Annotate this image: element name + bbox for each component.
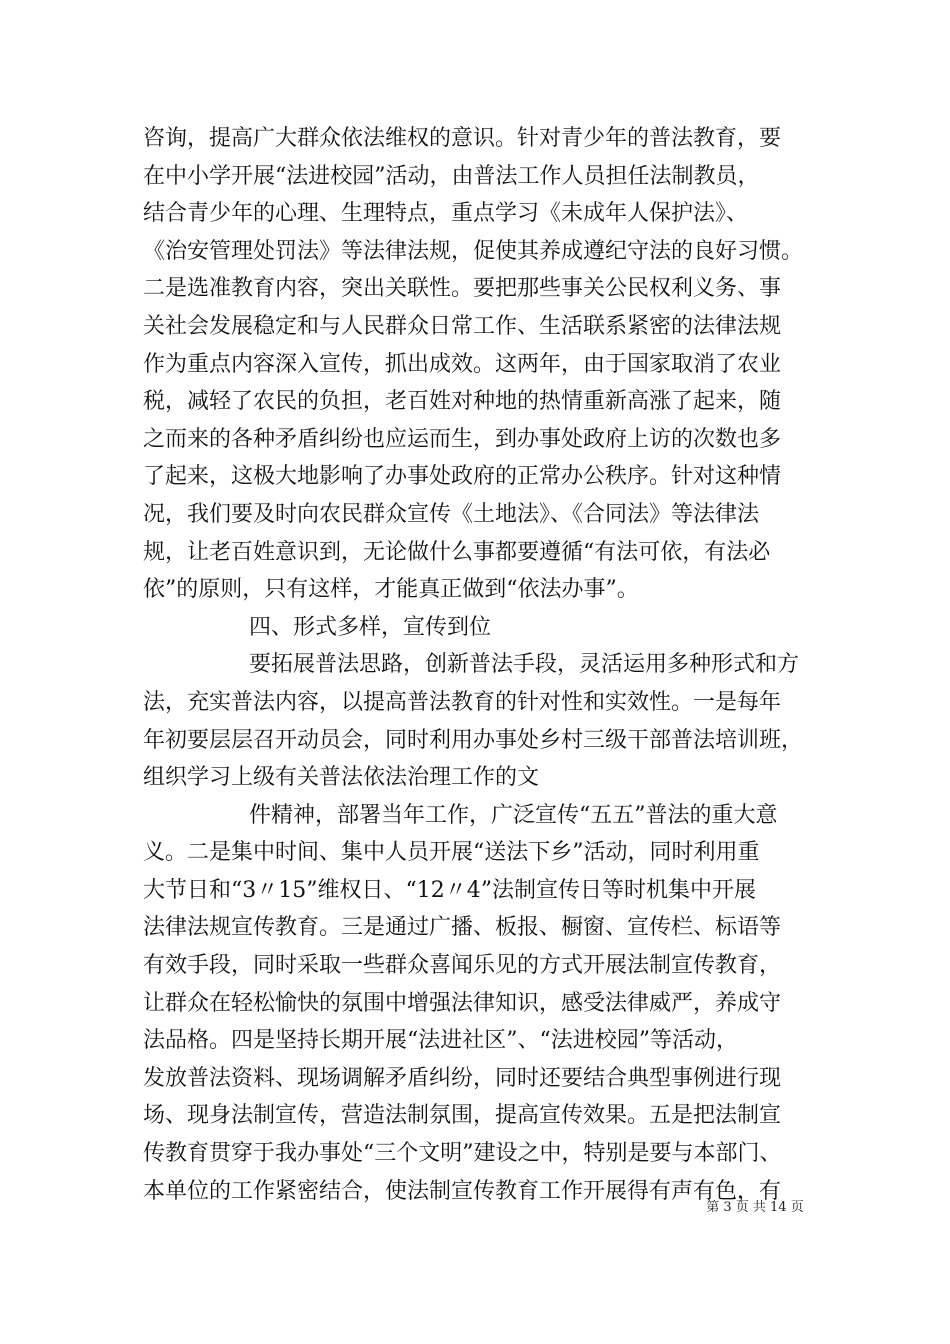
text-line: 件精神，部署当年工作，广泛宣传“五五”普法的重大意: [249, 802, 778, 828]
text-line: 本单位的工作紧密结合，使法制宣传教育工作开展得有声有色，有: [143, 1178, 782, 1204]
text-line: 场、现身法制宣传，营造法制氛围，提高宣传效果。五是把法制宣: [143, 1103, 782, 1129]
text-line: 组织学习上级有关普法依法治理工作的文: [143, 765, 540, 791]
text-line: 法，充实普法内容，以提高普法教育的针对性和实效性。一是每年: [143, 689, 782, 715]
text-line: 况，我们要及时向农民群众宣传《土地法》、《合同法》等法律法: [143, 501, 760, 527]
text-line: 让群众在轻松愉快的氛围中增强法律知识，感受法律威严，养成守: [143, 990, 782, 1016]
text-line: 了起来，这极大地影响了办事处政府的正常办公秩序。针对这种情: [143, 464, 782, 490]
text-line: 发放普法资料、现场调解矛盾纠纷，同时还要结合典型事例进行现: [143, 1065, 782, 1091]
text-line: 法品格。四是坚持长期开展“法进社区”、“法进校园”等活动，: [143, 1028, 738, 1054]
text-line: 结合青少年的心理、生理特点，重点学习《未成年人保护法》、: [143, 201, 749, 227]
text-line: 有效手段，同时采取一些群众喜闻乐见的方式开展法制宣传教育，: [143, 953, 782, 979]
text-line: 传教育贯穿于我办事处“三个文明”建设之中，特别是要与本部门、: [143, 1141, 782, 1167]
text-line: 规，让老百姓意识到，无论做什么事都要遵循“有法可依，有法必: [143, 539, 771, 565]
text-line: 要拓展普法思路，创新普法手段，灵活运用多种形式和方: [249, 652, 800, 678]
text-line: 二是选准教育内容，突出关联性。要把那些事关公民权利义务、事: [143, 276, 782, 302]
text-line: 依”的原则，只有这样，才能真正做到“依法办事”。: [143, 577, 639, 603]
text-line: 年初要层层召开动员会，同时利用办事处乡村三级干部普法培训班，: [143, 727, 804, 753]
text-line: 《治安管理处罚法》等法律法规，促使其养成遵纪守法的良好习惯。: [143, 238, 804, 264]
text-line: 咨询，提高广大群众依法维权的意识。针对青少年的普法教育，要: [143, 126, 782, 151]
page-number: 第 3 页 共 14 页: [706, 1200, 804, 1215]
text-line: 法律法规宣传教育。三是通过广播、板报、橱窗、宣传栏、标语等: [143, 915, 782, 941]
document-body: [143, 120, 823, 1210]
text-line: 关社会发展稳定和与人民群众日常工作、生活联系紧密的法律法规: [143, 313, 782, 339]
section-heading: 四、形式多样，宣传到位: [249, 614, 492, 640]
text-line: 大节日和“3〃15”维权日、“12〃4”法制宣传日等时机集中开展: [143, 877, 756, 903]
text-line: 税，减轻了农民的负担，老百姓对种地的热情重新高涨了起来，随: [143, 389, 782, 415]
text-line: 之而来的各种矛盾纠纷也应运而生，到办事处政府上访的次数也多: [143, 426, 782, 452]
text-line: 作为重点内容深入宣传，抓出成效。这两年，由于国家取消了农业: [143, 351, 782, 377]
text-line: 在中小学开展“法进校园”活动，由普法工作人员担任法制教员，: [143, 163, 760, 189]
text-line: 义。二是集中时间、集中人员开展“送法下乡”活动，同时利用重: [143, 840, 760, 866]
